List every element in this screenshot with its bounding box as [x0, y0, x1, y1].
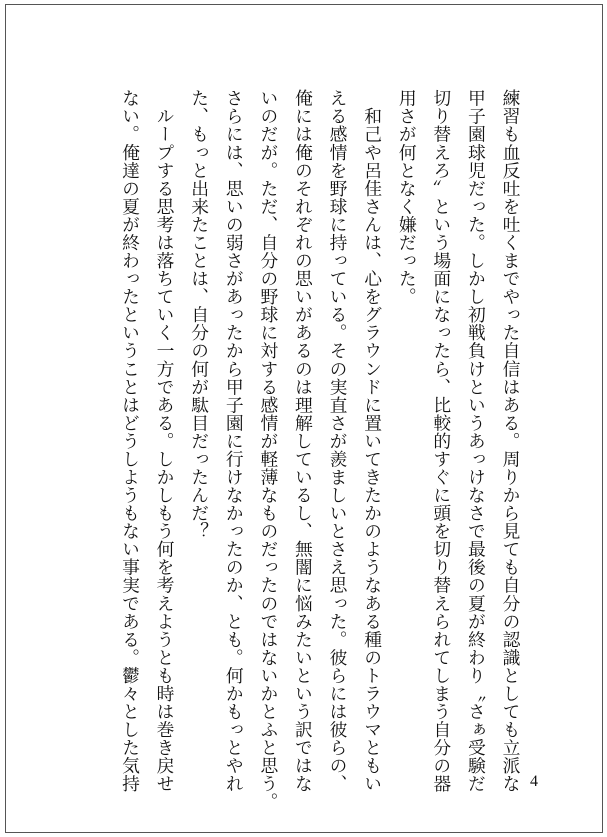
vertical-text-body — [112, 89, 527, 811]
text-column: さらには、思いの弱さがあったから甲子園に行けなかったのか、とも。何かもっとやれ — [223, 89, 245, 793]
text-column: た、もっと出来たことは、自分の何が駄目だったんだ？ — [188, 89, 210, 540]
text-column: 切り替えろ〟という場面になったら、比較的すぐに頭を切り替えられてしまう自分の器 — [430, 89, 452, 793]
text-column: ない。俺達の夏が終わったということはどうしようもない事実である。鬱々とした気持 — [119, 89, 141, 793]
page-number: 4 — [530, 773, 538, 790]
text-column: える感情を野球に持っている。その実直さが羨ましいとさえ思った。彼らには彼らの、 — [327, 89, 349, 793]
text-column: 練習も血反吐を吐くまでやった自信はある。周りから見ても自分の認識としても立派な — [500, 89, 521, 793]
text-column: 甲子園球児だった。しかし初戦負けというあっけなさで最後の夏が終わり〝さぁ受験だ — [465, 89, 487, 793]
text-column: ループする思考は落ちていく一方である。しかしもう何を考えようとも時は巻き戻せ — [154, 89, 176, 793]
text-column: 俺には俺のそれぞれの思いがあるのは理解しているし、無闇に悩みたいという訳ではな — [292, 89, 314, 793]
text-column: 用さが何となく嫌だった。 — [396, 89, 418, 306]
book-page — [5, 4, 603, 833]
text-column: いのだが。ただ、自分の野球に対する感情が軽薄なものだったのではないかとふと思う。 — [257, 89, 279, 811]
text-column: 和己や呂佳さんは、心をグラウンドに置いてきたかのようなある種のトラウマともい — [361, 89, 383, 793]
